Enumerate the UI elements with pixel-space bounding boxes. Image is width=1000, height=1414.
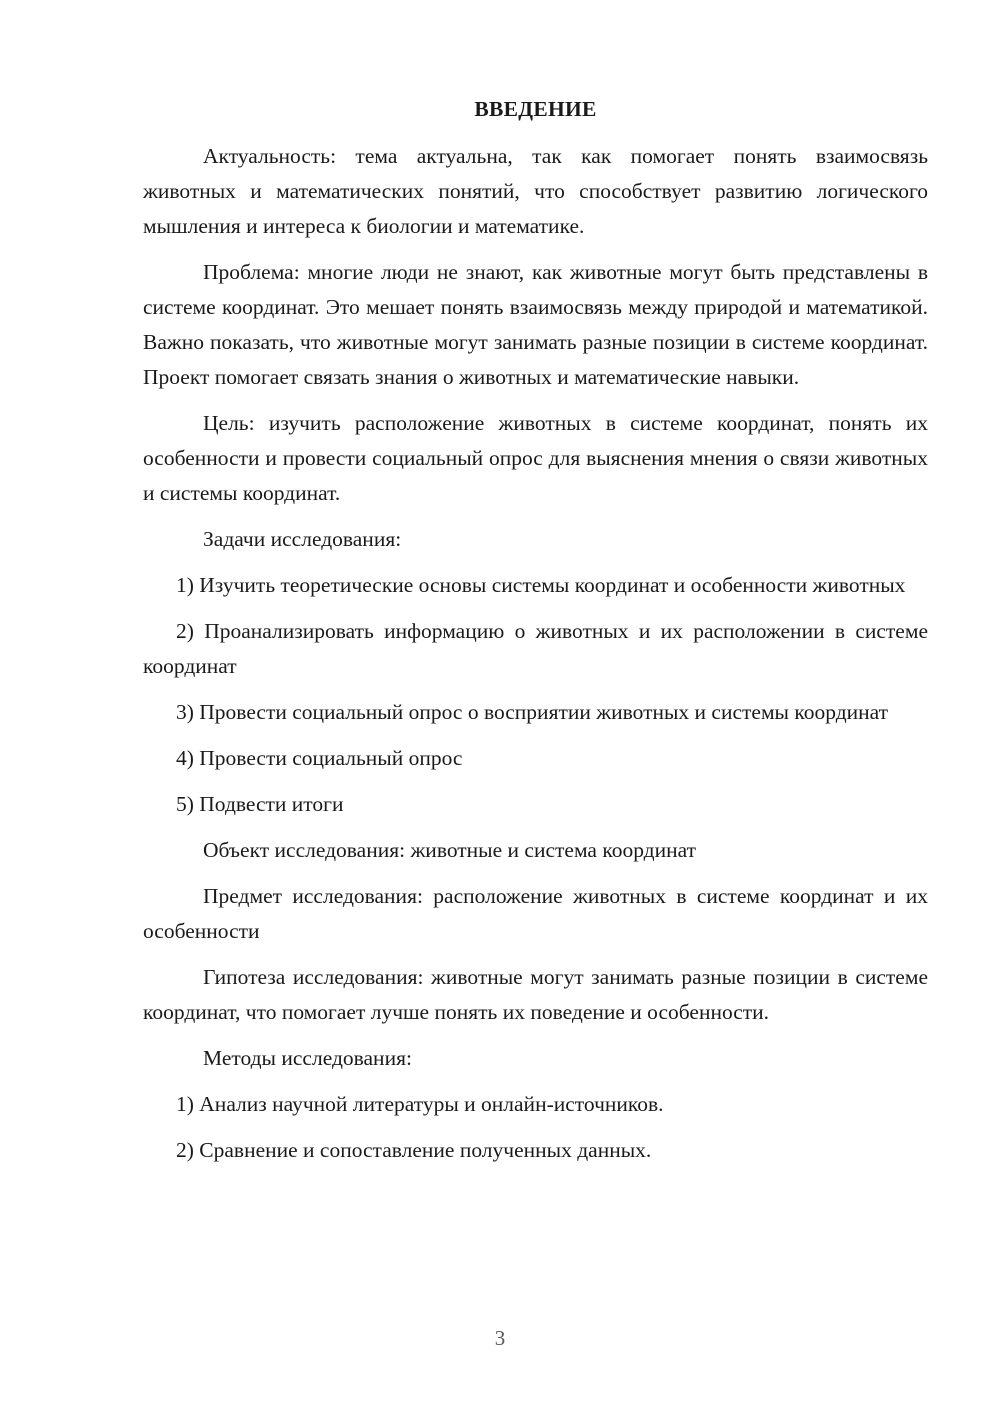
relevance-paragraph: Актуальность: тема актуальна, так как помогает понять взаимосвязь животных и математических понятий, что способствует развитию логического мышления и интереса к биологии и математике. <box>143 144 928 238</box>
task-item-3: 3) Провести социальный опрос о восприятии животных и системы координат <box>176 700 889 724</box>
methods-heading: Методы исследования: <box>203 1046 412 1070</box>
subject-paragraph: Предмет исследования: расположение животных в системе координат и их особенности <box>143 884 928 943</box>
tasks-heading: Задачи исследования: <box>203 527 402 551</box>
hypothesis-paragraph: Гипотеза исследования: животные могут занимать разные позиции в системе координат, что помогает лучше понять их поведение и особенности. <box>143 965 928 1024</box>
page-title: ВВЕДЕНИЕ <box>474 97 597 121</box>
method-item-1: 1) Анализ научной литературы и онлайн-источников. <box>176 1092 664 1116</box>
method-item-2: 2) Сравнение и сопоставление полученных данных. <box>176 1138 652 1162</box>
problem-paragraph: Проблема: многие люди не знают, как животные могут быть представлены в системе координат. Это мешает понять взаимосвязь между природой и математикой. Важно показать, что животные могут занимать разные позиции в системе координат. Проект помогает связать знания о животных и математические навыки. <box>143 260 928 389</box>
task-item-1: 1) Изучить теоретические основы системы координат и особенности животных <box>176 573 906 597</box>
page-number: 3 <box>494 1326 506 1350</box>
document-page <box>143 92 928 1179</box>
object-paragraph: Объект исследования: животные и система координат <box>203 838 696 862</box>
task-item-5: 5) Подвести итоги <box>176 792 344 816</box>
goal-paragraph: Цель: изучить расположение животных в системе координат, понять их особенности и провести социальный опрос для выяснения мнения о связи животных и системы координат. <box>143 411 928 505</box>
task-item-2: 2) Проанализировать информацию о животных и их расположении в системе координат <box>143 619 928 678</box>
task-item-4: 4) Провести социальный опрос <box>176 746 463 770</box>
